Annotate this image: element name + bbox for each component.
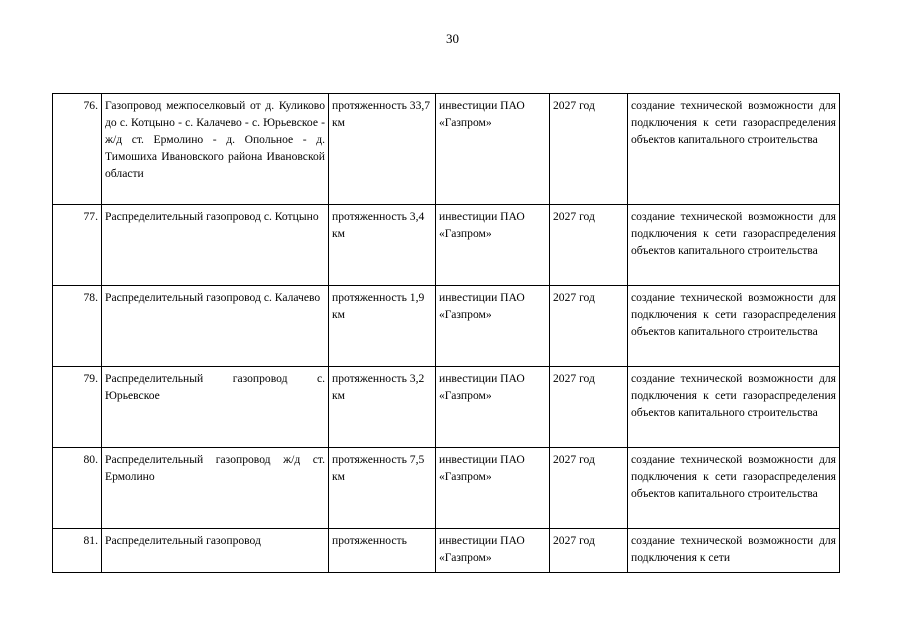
length-cell: протяженность 3,4 км (329, 205, 436, 286)
row-number-cell: 79. (53, 367, 102, 448)
object-name-cell: Газопровод межпоселковый от д. Куликово до с. Котцыно - с. Калачево - с. Юрьевское - ж/д ст. Ермолино - д. Опольное - д. Тимошиха Ивановского района Ивановской области (102, 94, 329, 205)
funding-source-cell: инвестиции ПАО «Газпром» (436, 529, 550, 573)
row-number-cell: 77. (53, 205, 102, 286)
funding-source-cell: инвестиции ПАО «Газпром» (436, 205, 550, 286)
funding-source-cell: инвестиции ПАО «Газпром» (436, 448, 550, 529)
purpose-cell: создание технической возможности для подключения к сети газораспределения объектов капитального строительства (628, 205, 840, 286)
row-number-cell: 78. (53, 286, 102, 367)
funding-source-cell: инвестиции ПАО «Газпром» (436, 94, 550, 205)
year-cell: 2027 год (550, 529, 628, 573)
page-number: 30 (446, 31, 459, 46)
gas-pipeline-table (52, 93, 840, 573)
year-cell: 2027 год (550, 367, 628, 448)
table-row (53, 205, 840, 286)
row-number-cell: 81. (53, 529, 102, 573)
funding-source-cell: инвестиции ПАО «Газпром» (436, 367, 550, 448)
length-cell: протяженность 3,2 км (329, 367, 436, 448)
object-name-cell: Распределительный газопровод ж/д ст. Ермолино (102, 448, 329, 529)
year-cell: 2027 год (550, 94, 628, 205)
year-cell: 2027 год (550, 286, 628, 367)
table-row (53, 529, 840, 573)
row-number-cell: 76. (53, 94, 102, 205)
funding-source-cell: инвестиции ПАО «Газпром» (436, 286, 550, 367)
purpose-cell: создание технической возможности для подключения к сети газораспределения объектов капитального строительства (628, 286, 840, 367)
row-number-cell: 80. (53, 448, 102, 529)
object-name-cell: Распределительный газопровод с. Юрьевское (102, 367, 329, 448)
object-name-cell: Распределительный газопровод с. Котцыно (102, 205, 329, 286)
table-row (53, 286, 840, 367)
table-row (53, 94, 840, 205)
length-cell: протяженность 33,7 км (329, 94, 436, 205)
year-cell: 2027 год (550, 205, 628, 286)
object-name-cell: Распределительный газопровод (102, 529, 329, 573)
year-cell: 2027 год (550, 448, 628, 529)
length-cell: протяженность (329, 529, 436, 573)
table-row (53, 367, 840, 448)
purpose-cell: создание технической возможности для подключения к сети (628, 529, 840, 573)
table-row (53, 448, 840, 529)
object-name-cell: Распределительный газопровод с. Калачево (102, 286, 329, 367)
length-cell: протяженность 1,9 км (329, 286, 436, 367)
length-cell: протяженность 7,5 км (329, 448, 436, 529)
purpose-cell: создание технической возможности для подключения к сети газораспределения объектов капитального строительства (628, 448, 840, 529)
purpose-cell: создание технической возможности для подключения к сети газораспределения объектов капитального строительства (628, 367, 840, 448)
purpose-cell: создание технической возможности для подключения к сети газораспределения объектов капитального строительства (628, 94, 840, 205)
